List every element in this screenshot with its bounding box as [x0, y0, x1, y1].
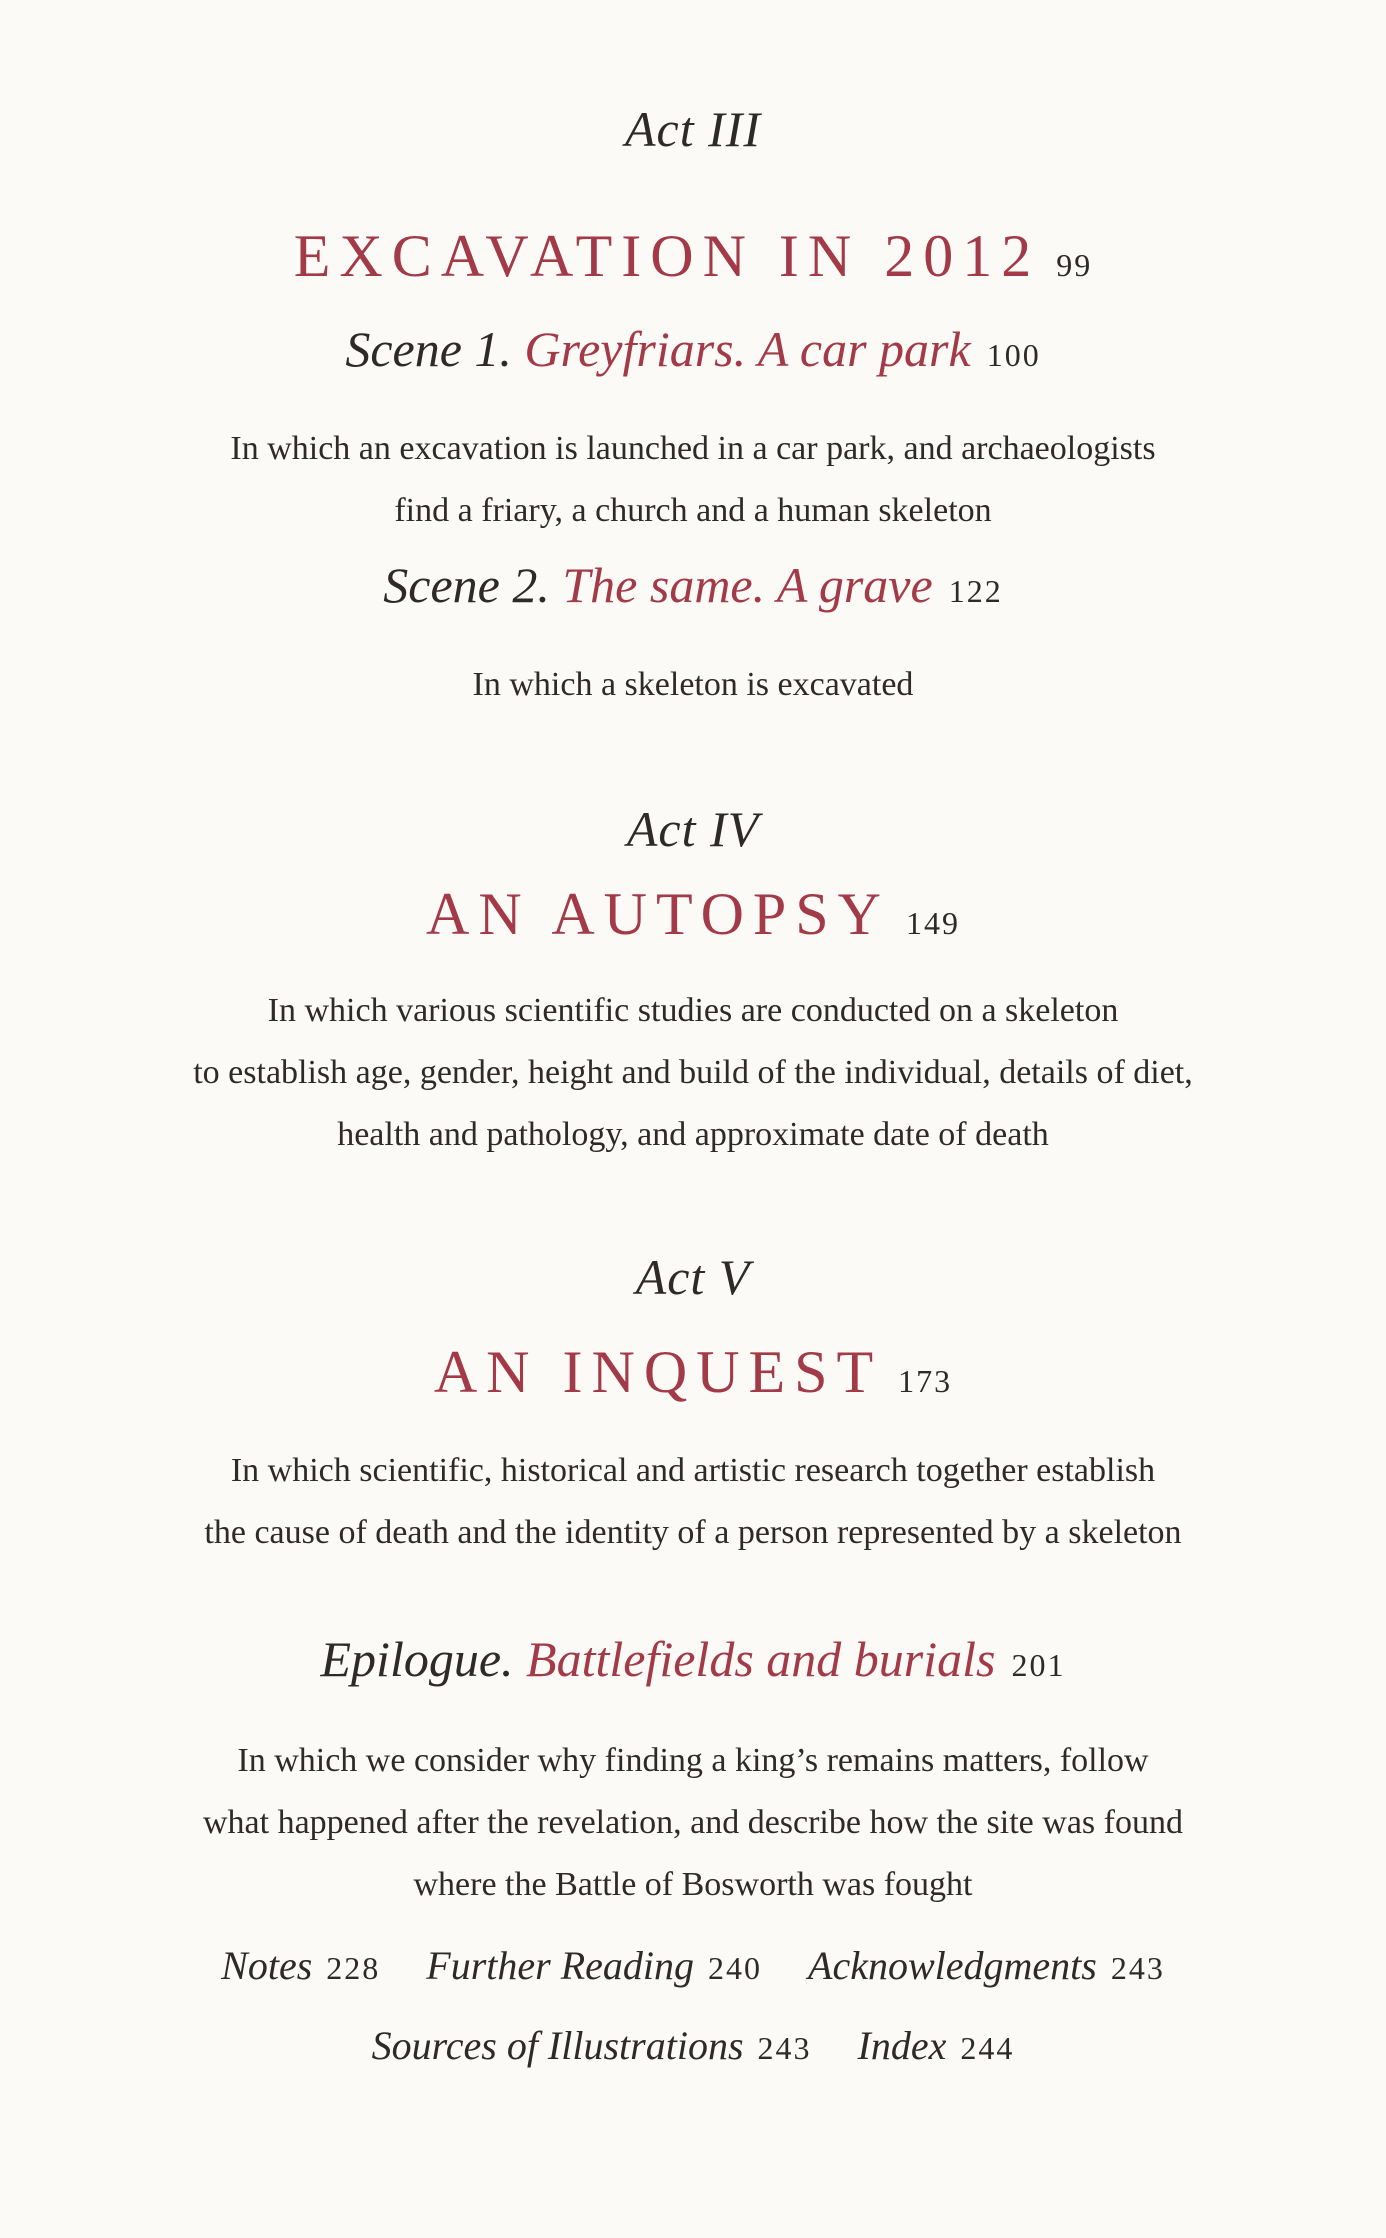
description-line: the cause of death and the identity of a person represented by a skeleton	[204, 1514, 1182, 1551]
scene-2-page: 122	[948, 573, 1003, 609]
act-iv-title[interactable]: AN AUTOPSY	[426, 881, 890, 947]
notes-entry[interactable]: Notes	[221, 1943, 313, 1988]
index-page: 244	[960, 2030, 1015, 2066]
scene-1-description	[0, 418, 1386, 542]
scene-1-title[interactable]: Greyfriars. A car park	[524, 321, 971, 377]
act-iv-page: 149	[905, 905, 960, 941]
scene-2-prefix: Scene 2.	[383, 557, 550, 613]
act-iii-page: 99	[1056, 247, 1093, 283]
epilogue-page: 201	[1011, 1647, 1066, 1683]
notes-page: 228	[326, 1950, 381, 1986]
scene-1-page: 100	[986, 337, 1041, 373]
scene-2-heading	[0, 556, 1386, 614]
further-reading-page: 240	[708, 1950, 763, 1986]
description-line: In which we consider why finding a king’s remains matters, follow	[237, 1742, 1149, 1779]
description-line: find a friary, a church and a human skeleton	[394, 492, 992, 529]
act-iii-heading	[0, 222, 1386, 291]
further-reading-entry[interactable]: Further Reading	[426, 1943, 695, 1988]
act-v-title[interactable]: AN INQUEST	[433, 1339, 883, 1405]
epilogue-heading	[0, 1630, 1386, 1688]
act-v-heading	[0, 1338, 1386, 1407]
back-matter-row-2	[0, 2022, 1386, 2069]
scene-2-title[interactable]: The same. A grave	[562, 557, 933, 613]
back-matter-row-1	[0, 1942, 1386, 1989]
sources-of-illustrations-entry[interactable]: Sources of Illustrations	[371, 2023, 744, 2068]
act-iii-label: Act III	[624, 101, 762, 157]
epilogue-prefix: Epilogue.	[320, 1631, 514, 1687]
act-iii-title[interactable]: EXCAVATION IN 2012	[293, 223, 1041, 289]
description-line: In which an excavation is launched in a car park, and archaeologists	[230, 430, 1156, 467]
act-v-description	[0, 1440, 1386, 1564]
description-line: In which various scientific studies are conducted on a skeleton	[267, 992, 1119, 1029]
epilogue-description	[0, 1730, 1386, 1916]
act-v-label: Act V	[635, 1249, 751, 1305]
sources-of-illustrations-page: 243	[757, 2030, 812, 2066]
description-line: to establish age, gender, height and build of the individual, details of diet,	[193, 1054, 1193, 1091]
description-line: In which a skeleton is excavated	[472, 666, 914, 703]
act-iv-heading	[0, 880, 1386, 949]
scene-1-heading	[0, 320, 1386, 378]
description-line: what happened after the revelation, and describe how the site was found	[203, 1804, 1183, 1841]
scene-1-prefix: Scene 1.	[345, 321, 512, 377]
acknowledgments-page: 243	[1110, 1950, 1165, 1986]
index-entry[interactable]: Index	[857, 2023, 947, 2068]
description-line: health and pathology, and approximate date of death	[337, 1116, 1049, 1153]
description-line: where the Battle of Bosworth was fought	[413, 1866, 973, 1903]
description-line: In which scientific, historical and artistic research together establish	[230, 1452, 1156, 1489]
acknowledgments-entry[interactable]: Acknowledgments	[808, 1943, 1097, 1988]
epilogue-title[interactable]: Battlefields and burials	[526, 1631, 996, 1687]
act-v-page: 173	[898, 1363, 953, 1399]
act-iv-description	[0, 980, 1386, 1166]
scene-2-description	[0, 654, 1386, 716]
act-iv-label: Act IV	[626, 801, 760, 857]
